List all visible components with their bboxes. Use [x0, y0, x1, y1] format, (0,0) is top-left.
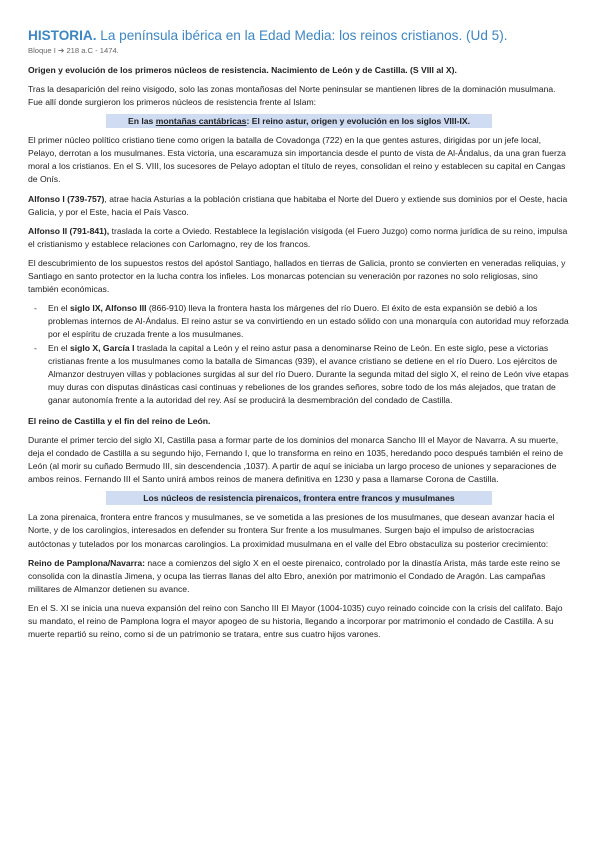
- alfonso-ii-text: traslada la corte a Oviedo. Restablece la legislación visigoda (el Fuero Juzgo) como norma jurídica de su reino, impulsa el cristianismo y establece relaciones con Carlomagno, rey de los francos.: [28, 225, 568, 249]
- paragraph-alfonso-ii: [28, 225, 570, 251]
- alfonso-i-name: Alfonso I (739-757): [28, 193, 105, 204]
- paragraph-pamplona: [28, 557, 570, 596]
- li1-bold: siglo IX, Alfonso III: [69, 303, 147, 314]
- banner-pirenaicos: Los núcleos de resistencia pirenaicos, frontera entre francos y musulmanes: [106, 491, 492, 505]
- paragraph-zona-pirenaica: La zona pirenaica, frontera entre francos y musulmanes, se ve sometida a las presiones de los musulmanes, que desean avanzar hacia el Norte, y de los carolingios, interesados en defender su frontera Sur frente a los musulmanes. Surgen bajo el impulso de aristocracias autóctonas y tutelados por los monarcas carolingios. La proximidad musulmana en el valle del Ebro obstaculiza su posterior crecimiento:: [28, 512, 555, 549]
- section-heading-origins: Origen y evolución de los primeros núcleos de resistencia. Nacimiento de León y de Castilla. (S VIII al X).: [28, 65, 457, 75]
- paragraph-alfonso-i: [28, 193, 570, 219]
- list-centuries: [28, 302, 570, 407]
- title-subject: HISTORIA.: [28, 28, 97, 43]
- li1-text: (866-910) lleva la frontera hasta los márgenes del río Duero. El éxito de esta expansión se debió a los problemas internos de Al-Ándalus. El reino astur se va convirtiendo en un estado sólido con una monarquía con autoridad muy reforzada por el espíritu de cruzada frente a los musulmanes.: [48, 303, 569, 340]
- section-heading-castilla: El reino de Castilla y el fin del reino de León.: [28, 415, 211, 426]
- li1-pre: En el: [48, 303, 70, 314]
- paragraph-castilla: Durante el primer tercio del siglo XI, Castilla pasa a formar parte de los dominios del monarca Sancho III el Mayor de Navarra. A su muerte, deja el condado de Castilla a su segundo hijo, Fernando I, que lo transforma en reino en 1035, heredando poco después también el reino de León (al morir su cuñado Bermudo III, sin descendencia ,1037). A partir de aquí se iniciaba un largo proceso de uniones y separaciones de ambos reinos. Fernando III el Santo unirá ambos reinos de manera definitiva en 1230 y pasa a llamarse Corona de Castilla.: [28, 434, 564, 485]
- alfonso-ii-name: Alfonso II (791-841),: [28, 225, 110, 236]
- page-subtitle: Bloque I ➔ 218 a.C - 1474.: [28, 46, 119, 55]
- pamplona-text: nace a comienzos del siglo X en el oeste pirenaico, controlado por la dinastía Arista, más tarde este reino se consolida con la dinastía Jimena, y ocupa las tierras llanas del alto Ebro, anexión por matrimonio el Condado de Aragón. Las campañas militares de Almanzor detienen su avance.: [28, 557, 561, 594]
- title-topic: La península ibérica en la Edad Media: los reinos cristianos. (Ud 5).: [100, 28, 508, 43]
- list-item-siglo-x: [48, 342, 570, 407]
- li2-text: traslada la capital a León y el reino astur pasa a denominarse Reino de León. En este siglo, pese a victorias cristianas frente a los musulmanes como la batalla de Simancas (939), el avance cristiano se detiene en el río Duero. Los ejércitos de Almanzor destruyen villas y poblaciones surgidas al sur del río Duero. Durante la segunda mitad del siglo X, el reino de León vive etapas muy duras con disputas dinásticas casi continuas y rebeliones de los grandes señores, sobre todo de los más alejados, que tratan de ganar autonomía frente a la autoridad del rey. Así se producirá la desmembración del condado de Castilla.: [48, 342, 569, 405]
- list-item-siglo-ix: [48, 302, 570, 341]
- paragraph-covadonga: El primer núcleo político cristiano tiene como origen la batalla de Covadonga (722) en la que gentes astures, dirigidas por un jefe local, Pelayo, derrotan a los musulmanes. Esta victoria, una escaramuza sin importancia desde el punto de vista de Al-Ándalus, da una gran fuerza moral a los cristianos. En el S. VIII, los sucesores de Pelayo adoptan el título de reyes, consolidan el reino y establecen su capital en Cangas de Onís.: [28, 135, 566, 185]
- pamplona-label: Reino de Pamplona/Navarra:: [28, 557, 146, 568]
- banner-reino-astur: [106, 114, 492, 128]
- alfonso-i-text: , atrae hacia Asturias a la población cristiana que habitaba el Norte del Duero y extiende sus dominios por el Oeste, hacia Galicia, y por el Este, hacia el País Vasco.: [28, 193, 568, 217]
- li2-bold: siglo X, García I: [69, 342, 135, 353]
- paragraph-santiago: El descubrimiento de los supuestos restos del apóstol Santiago, hallados en tierras de Galicia, pronto se convierten en veneradas reliquias, y Santiago en santo protector en la lucha contra los infieles. Los monarcas potencian su veneración por razones no solo religiosas, sino también económicas.: [28, 257, 566, 295]
- banner-post: : El reino astur, origen y evolución en los siglos VIII-IX.: [246, 116, 470, 127]
- banner-pre: En las: [128, 116, 156, 127]
- page-title: [28, 28, 570, 44]
- paragraph-sancho-iii: En el S. XI se inicia una nueva expansión del reino con Sancho III El Mayor (1004-1035) cuyo reinado coincide con la crisis del califato. Bajo su mandato, el reino de Pamplona logra el mayor apogeo de su historia, llegando a incorporar por matrimonio el condado de Castilla. A su muerte repartió su reino, como si de un patrimonio se tratara, entre sus cuatro hijos varones.: [28, 602, 563, 640]
- paragraph-intro: Tras la desaparición del reino visigodo, solo las zonas montañosas del Norte peninsular se mantienen libres de la dominación musulmana. Fue allí donde surgieron los primeros núcleos de resistencia frente al Islam:: [28, 84, 556, 108]
- banner-underlined: montañas cantábricas: [155, 116, 247, 127]
- li2-pre: En el: [48, 342, 70, 353]
